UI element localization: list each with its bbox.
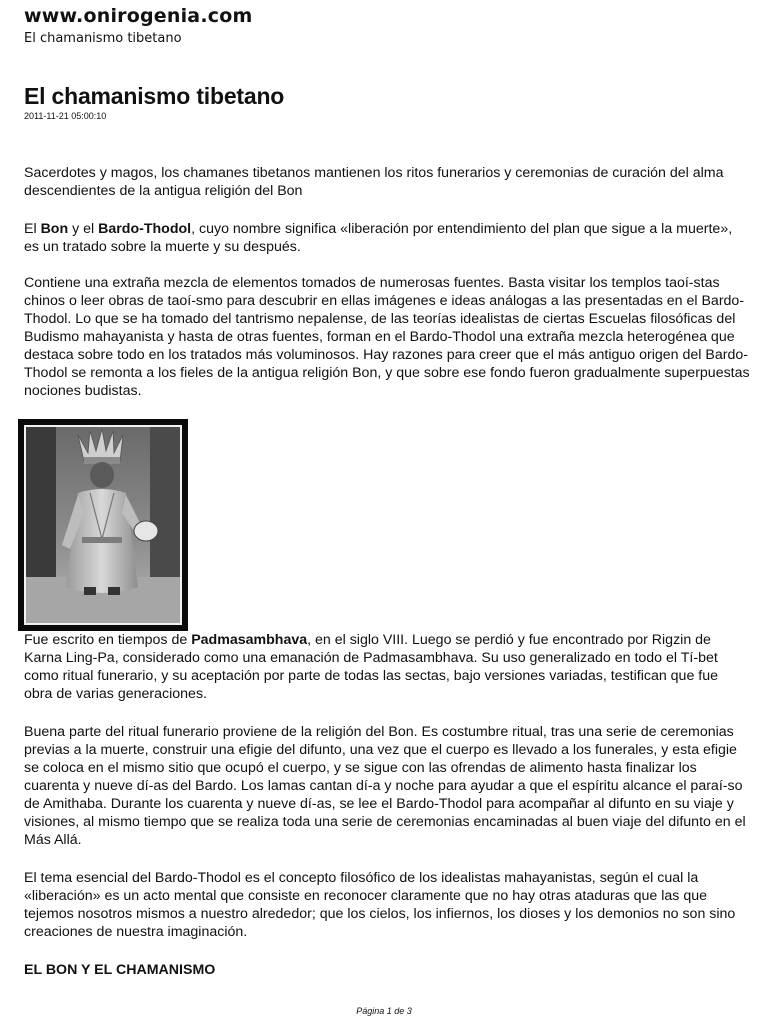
photo-inner-border: [24, 425, 182, 625]
shaman-photo: [18, 419, 188, 631]
page-number: Página 1 de 3: [356, 1006, 412, 1016]
paragraph-funeral-ritual: Buena parte del ritual funerario proviene de la religión del Bon. Es costumbre ritual, tras una serie de ceremonias previas a la muerte, construir una efigie del difunto, una vez que el cuerpo es llevado a los funerales, y esta efigie se coloca en el mismo sitio que ocupó el cuerpo, y se sigue con las ofrendas de alimento hasta finalizar los cuarenta y nueve dí-as del Bardo. Los lamas cantan dí-a y noche para ayudar a que el espíritu alcance el paraí-so de Amithaba. Durante los cuarenta y nueve dí-as, se lee el Bardo-Thodol para acompañar al difunto en su viaje y visiones, al mismo tiempo que se realiza toda una serie de ceremonias encaminadas al buen viaje del difunto en el Más Allá.: [24, 724, 746, 848]
section-heading: EL BON Y EL CHAMANISMO: [24, 962, 216, 978]
site-header: [24, 4, 252, 48]
bold-term-bardo-thodol: Bardo-Thodol: [98, 221, 192, 237]
paragraph-padmasambhava: [24, 631, 750, 703]
site-url[interactable]: www.onirogenia.com: [24, 5, 253, 27]
paragraph-text: , en el siglo VIII. Luego se perdió y fue encontrado por Rigzin de Karna Ling-Pa, considerado como una emanación de Padmasambhava. Su uso generalizado en todo el Tí-bet como ritual funerario, y su aceptación por parte de todas las sectas, bajo versiones variadas, testifican que fue obra de varias generaciones.: [24, 632, 718, 702]
shaman-photo-icon: [26, 427, 180, 623]
paragraph-text: El: [24, 221, 41, 237]
paragraph-text: y el: [68, 221, 99, 237]
bold-term-bon: Bon: [40, 221, 69, 237]
paragraph-bon: [24, 220, 750, 256]
article-date: 2011-11-21 05:00:10: [24, 111, 107, 121]
site-subtitle: El chamanismo tibetano: [24, 31, 182, 46]
paragraph-text: , cuyo nombre significa «liberación por entendimiento del plan que sigue a la muerte», es un tratado sobre la muerte y su después.: [24, 221, 733, 255]
bold-term-padmasambhava: Padmasambhava: [191, 632, 308, 648]
paragraph-liberation: El tema esencial del Bardo-Thodol es el concepto filosófico de los idealistas mahayanistas, según el cual la «liberación» es un acto mental que consiste en reconocer claramente que no hay otras ataduras que las que tejemos nosotros mismos a nuestro alrededor; que los cielos, los infiernos, los dioses y los demonios no son sino creaciones de nuestra imaginación.: [24, 870, 736, 940]
article-title: El chamanismo tibetano: [24, 83, 285, 109]
paragraph-text: Fue escrito en tiempos de: [24, 632, 192, 648]
paragraph-intro: Sacerdotes y magos, los chamanes tibetanos mantienen los ritos funerarios y ceremonias de curación del alma descendientes de la antigua religión del Bon: [24, 165, 724, 199]
paragraph-sources: Contiene una extraña mezcla de elementos tomados de numerosas fuentes. Basta visitar los templos taoí-stas chinos o leer obras de taoí-smo para descubrir en ellas imágenes e ideas análogas a las presentadas en el Bardo-Thodol. Lo que se ha tomado del tantrismo nepalense, de las teorías idealistas de ciertas Escuelas filosóficas del Budismo mahayanista y hasta de otras fuentes, forman en el Bardo-Thodol una extraña mezcla heterogénea que destaca sobre todo en los tratados más voluminosos. Hay razones para creer que el más antiguo origen del Bardo-Thodol se remonta a los fieles de la antigua religión Bon, y que sobre ese fondo fueron gradualmente superpuestas nociones budistas.: [24, 275, 750, 399]
